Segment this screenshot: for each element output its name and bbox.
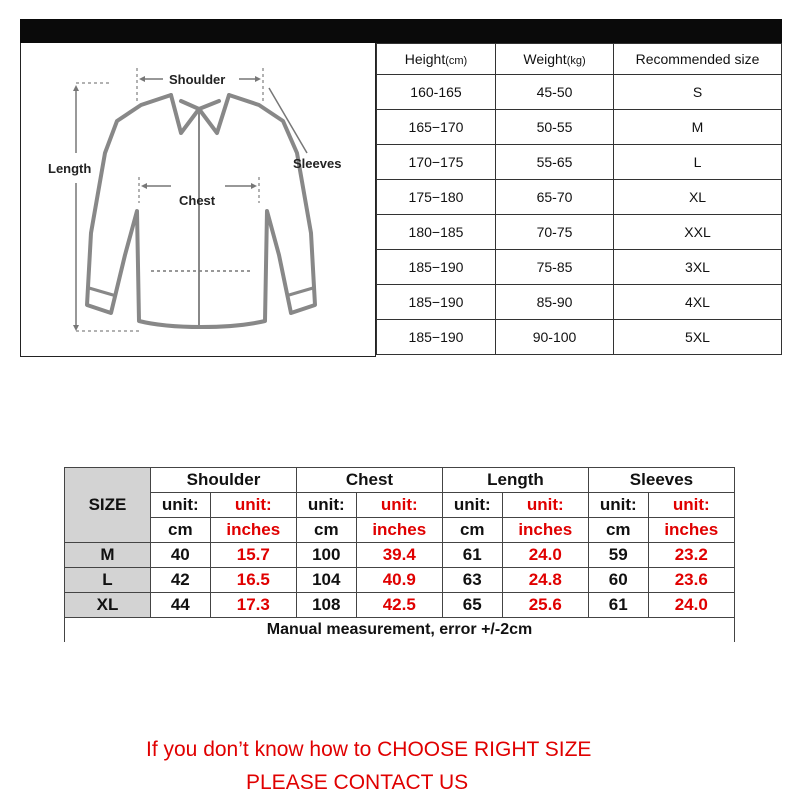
- unit-cm-label: unit:: [442, 493, 502, 518]
- table-row: [377, 180, 782, 215]
- value-cell: 40.9: [356, 568, 442, 593]
- height-cell: 160-165: [377, 75, 496, 110]
- value-cell: 59: [588, 543, 648, 568]
- unit-name-row: [65, 518, 735, 543]
- unit-cm-label: unit:: [151, 493, 211, 518]
- contact-line-2: PLEASE CONTACT US: [246, 771, 469, 794]
- table-row: [377, 110, 782, 145]
- unit-inches: inches: [648, 518, 734, 543]
- chest-header: Chest: [296, 468, 442, 493]
- length-label: Length: [48, 161, 92, 176]
- unit-inches-label: unit:: [502, 493, 588, 518]
- value-cell: 16.5: [210, 568, 296, 593]
- value-cell: 65: [442, 593, 502, 618]
- table-row: [377, 285, 782, 320]
- size-cell: XL: [65, 593, 151, 618]
- value-cell: 104: [296, 568, 356, 593]
- unit-cm-label: unit:: [296, 493, 356, 518]
- value-cell: 100: [296, 543, 356, 568]
- note-row: [65, 618, 735, 643]
- size-cell: 3XL: [614, 250, 782, 285]
- table-row: [65, 543, 735, 568]
- value-cell: 39.4: [356, 543, 442, 568]
- value-cell: 24.8: [502, 568, 588, 593]
- shoulder-header: Shoulder: [151, 468, 297, 493]
- unit-cm: cm: [442, 518, 502, 543]
- unit-cm: cm: [588, 518, 648, 543]
- weight-cell: 55-65: [496, 145, 614, 180]
- unit-cm: cm: [151, 518, 211, 543]
- unit-label-row: [65, 493, 735, 518]
- weight-cell: 90-100: [496, 320, 614, 355]
- weight-cell: 50-55: [496, 110, 614, 145]
- value-cell: 44: [151, 593, 211, 618]
- size-cell: L: [65, 568, 151, 593]
- size-cell: 4XL: [614, 285, 782, 320]
- value-cell: 24.0: [648, 593, 734, 618]
- unit-inches: inches: [502, 518, 588, 543]
- recommended-size-header: Recommended size: [614, 44, 782, 75]
- table-row: [65, 568, 735, 593]
- value-cell: 25.6: [502, 593, 588, 618]
- height-cell: 175−180: [377, 180, 496, 215]
- value-cell: 42.5: [356, 593, 442, 618]
- value-cell: 17.3: [210, 593, 296, 618]
- size-cell: S: [614, 75, 782, 110]
- table-row: [377, 75, 782, 110]
- chest-label: Chest: [179, 193, 216, 208]
- height-cell: 185−190: [377, 250, 496, 285]
- group-header-row: [65, 468, 735, 493]
- size-cell: XL: [614, 180, 782, 215]
- size-header: SIZE: [65, 468, 151, 543]
- height-cell: 180−185: [377, 215, 496, 250]
- unit-cm-label: unit:: [588, 493, 648, 518]
- weight-cell: 45-50: [496, 75, 614, 110]
- table-row: [65, 593, 735, 618]
- unit-cm: cm: [296, 518, 356, 543]
- recommended-size-table: [376, 43, 782, 355]
- height-cell: 165−170: [377, 110, 496, 145]
- value-cell: 15.7: [210, 543, 296, 568]
- size-cell: L: [614, 145, 782, 180]
- value-cell: 108: [296, 593, 356, 618]
- unit-inches: inches: [210, 518, 296, 543]
- value-cell: 60: [588, 568, 648, 593]
- length-header: Length: [442, 468, 588, 493]
- weight-cell: 85-90: [496, 285, 614, 320]
- value-cell: 61: [442, 543, 502, 568]
- measurement-guide: [20, 43, 376, 357]
- table-row: [377, 215, 782, 250]
- size-cell: M: [614, 110, 782, 145]
- value-cell: 40: [151, 543, 211, 568]
- sleeves-label: Sleeves: [293, 156, 342, 171]
- height-cell: 185−190: [377, 285, 496, 320]
- value-cell: 63: [442, 568, 502, 593]
- height-cell: 170−175: [377, 145, 496, 180]
- measurement-note: Manual measurement, error +/-2cm: [65, 618, 735, 643]
- weight-cell: 70-75: [496, 215, 614, 250]
- size-measurement-table: [64, 467, 735, 642]
- height-header: Height(cm): [377, 44, 496, 75]
- weight-cell: 75-85: [496, 250, 614, 285]
- table-row: [377, 250, 782, 285]
- weight-cell: 65-70: [496, 180, 614, 215]
- sleeves-header: Sleeves: [588, 468, 734, 493]
- unit-inches-label: unit:: [356, 493, 442, 518]
- shoulder-label: Shoulder: [169, 72, 226, 87]
- value-cell: 42: [151, 568, 211, 593]
- value-cell: 61: [588, 593, 648, 618]
- unit-inches-label: unit:: [648, 493, 734, 518]
- table-row: [377, 320, 782, 355]
- value-cell: 23.6: [648, 568, 734, 593]
- weight-header: Weight(kg): [496, 44, 614, 75]
- header-bar: [20, 19, 782, 43]
- value-cell: 23.2: [648, 543, 734, 568]
- unit-inches: inches: [356, 518, 442, 543]
- contact-line-1: If you don’t know how to CHOOSE RIGHT SIZE: [146, 738, 592, 761]
- value-cell: 24.0: [502, 543, 588, 568]
- size-cell: XXL: [614, 215, 782, 250]
- size-cell: 5XL: [614, 320, 782, 355]
- size-cell: M: [65, 543, 151, 568]
- height-cell: 185−190: [377, 320, 496, 355]
- table-row: [377, 145, 782, 180]
- recommended-header-row: [377, 44, 782, 75]
- unit-inches-label: unit:: [210, 493, 296, 518]
